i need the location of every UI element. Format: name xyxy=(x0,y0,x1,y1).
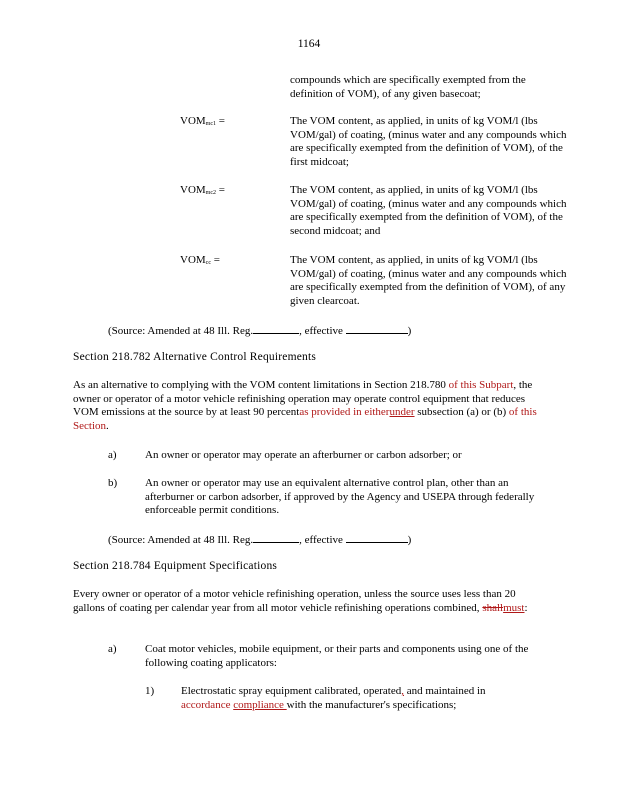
page-number: 1164 xyxy=(297,38,321,50)
section-218-784-paragraph: Every owner or operator of a motor vehicle refinishing operation, unless the source uses less than 20 gallons of coating per calendar year from all motor vehicle refinishing operations combined, shallmust: xyxy=(73,588,528,614)
definition-text-cc: The VOM content, as applied, in units of kg VOM/l (lbs VOM/gal) of coating, (minus water and any compounds which are specifically exempted from the definition of VOM), of any given clearcoat. xyxy=(290,254,567,307)
section-784-item-a-text: Coat motor vehicles, mobile equipment, or their parts and components using one of the following coating applicators: xyxy=(145,643,529,669)
item-b-label: b) xyxy=(108,477,118,489)
section-218-782-paragraph: As an alternative to complying with the VOM content limitations in Section 218.780 of this Subpart, the owner or operator of a motor vehicle refinishing operation may operate control equipment that reduces VOM emissions at the source by at least 90 percentas provided in eitherunder subsection (a) or (b) of this Section. xyxy=(73,379,537,432)
definition-term-mc1: $VOM_{mc1}$ = xyxy=(180,115,225,127)
definition-text-mc1: The VOM content, as applied, in units of kg VOM/l (lbs VOM/gal) of coating, (minus water and any compounds which are specifically exempted from the definition of VOM), of the first midcoat; xyxy=(290,115,567,168)
definition-term-cc: $VOM_{cc}$ = xyxy=(180,254,220,266)
section-784-item-a-label: a) xyxy=(108,643,117,655)
item-a-label: a) xyxy=(108,449,117,461)
basecoat-definition-continuation: compounds which are specifically exempted from the definition of VOM), of any given basecoat; xyxy=(290,74,526,100)
section-218-784-heading: Section 218.784 Equipment Specifications xyxy=(73,560,278,572)
definition-term-mc2: $VOM_{mc2}$ = xyxy=(180,184,225,196)
section-218-782-heading: Section 218.782 Alternative Control Requirements xyxy=(73,351,317,363)
subitem-1-text: Electrostatic spray equipment calibrated, operated, and maintained in accordance compliance with the manufacturer's specifications; xyxy=(181,685,486,711)
source-note-2: (Source: Amended at 48 Ill. Reg. , effective ) xyxy=(108,534,412,546)
definition-text-mc2: The VOM content, as applied, in units of kg VOM/l (lbs VOM/gal) of coating, (minus water and any compounds which are specifically exempted from the definition of VOM), of the second midcoat; and xyxy=(290,184,567,237)
item-a-text: An owner or operator may operate an afterburner or carbon adsorber; or xyxy=(145,449,462,461)
source-note-1: (Source: Amended at 48 Ill. Reg. , effective ) xyxy=(108,325,412,337)
subitem-1-label: 1) xyxy=(145,685,155,697)
item-b-text: An owner or operator may use an equivalent alternative control plan, other than an afterburner or carbon adsorber, if approved by the Agency and USEPA through federally enforceable permit conditions. xyxy=(145,477,535,517)
